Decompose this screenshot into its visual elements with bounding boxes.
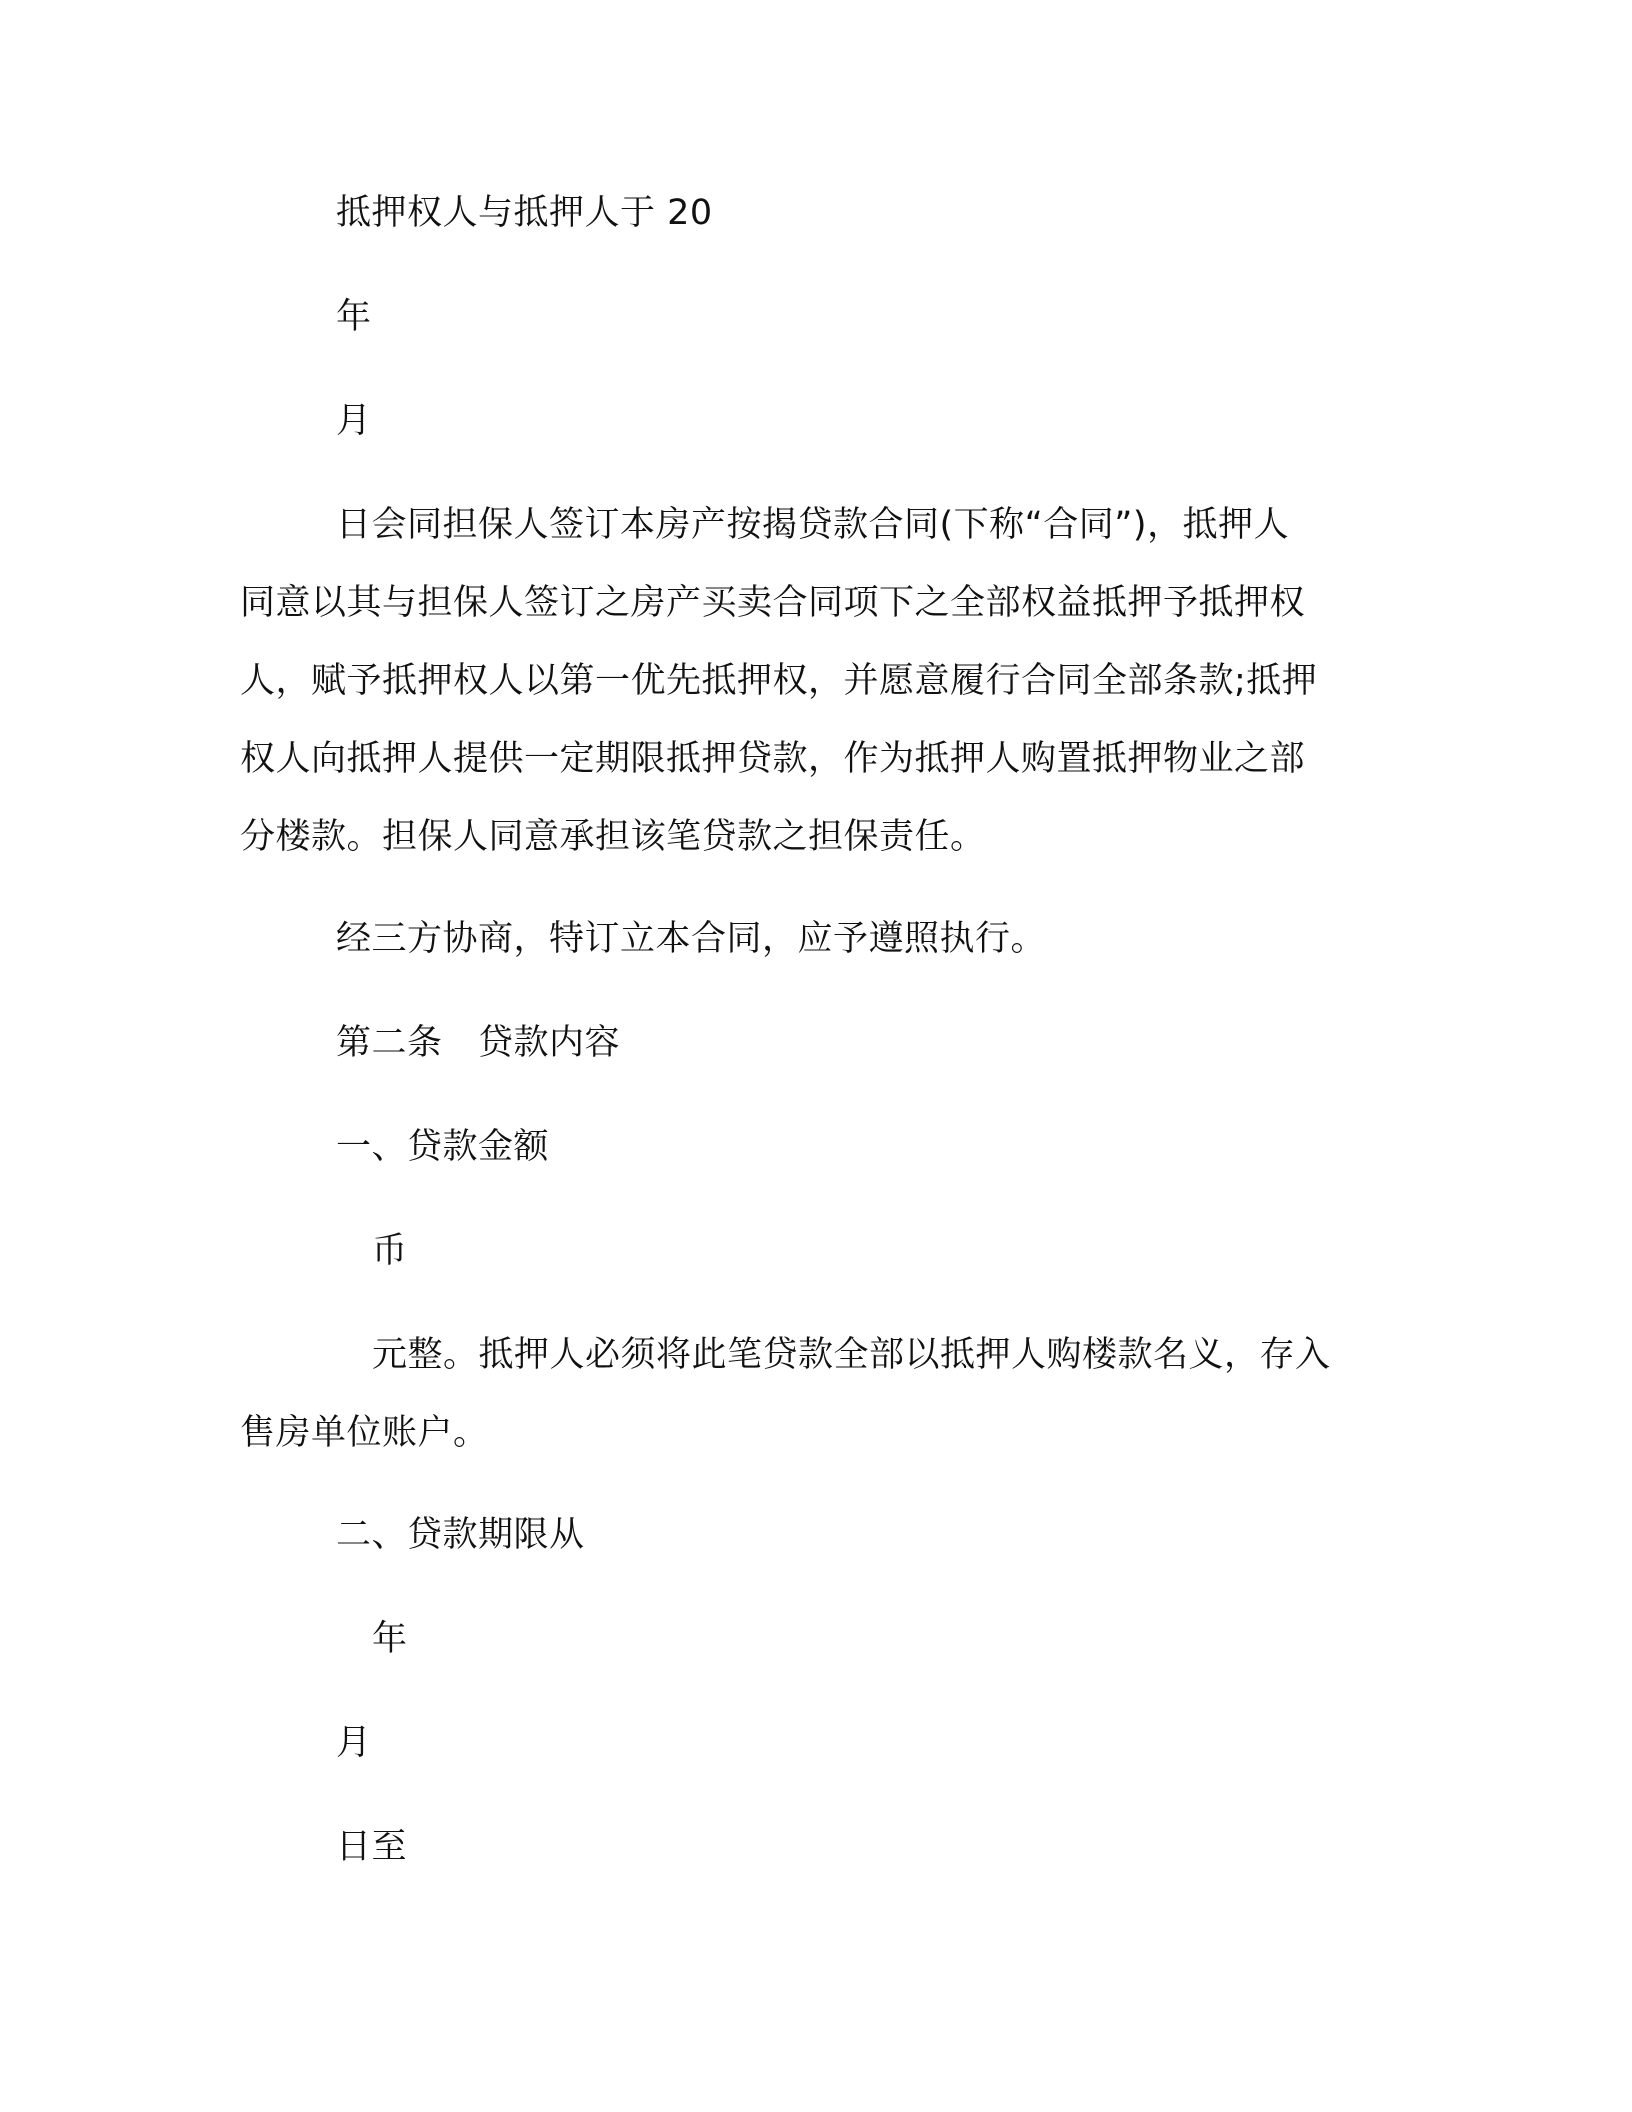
subsection-heading-2: 二、贷款期限从 bbox=[336, 1515, 585, 1555]
text-line-12: 币 bbox=[372, 1231, 408, 1271]
text-line-1: 抵押权人与抵押人于 20 bbox=[336, 193, 713, 233]
text-line-4: 日会同担保人签订本房产按揭贷款合同(下称“合同”)，抵押人 bbox=[336, 505, 1290, 545]
subsection-heading-1: 一、贷款金额 bbox=[336, 1127, 550, 1167]
text-line-3: 月 bbox=[336, 401, 372, 441]
text-line-13: 元整。抵押人必须将此笔贷款全部以抵押人购楼款名义，存入 bbox=[372, 1335, 1331, 1375]
text-line-16: 年 bbox=[372, 1619, 408, 1659]
text-line-5: 同意以其与担保人签订之房产买卖合同项下之全部权益抵押予抵押权 bbox=[240, 583, 1306, 623]
text-line-14: 售房单位账户。 bbox=[240, 1413, 489, 1453]
text-line-9: 经三方协商，特订立本合同，应予遵照执行。 bbox=[336, 919, 1047, 959]
text-line-7: 权人向抵押人提供一定期限抵押贷款，作为抵押人购置抵押物业之部 bbox=[240, 739, 1306, 779]
text-line-17: 月 bbox=[336, 1723, 372, 1763]
section-heading: 第二条 贷款内容 bbox=[336, 1023, 621, 1063]
text-line-18: 日至 bbox=[336, 1827, 408, 1867]
text-line-6: 人，赋予抵押权人以第一优先抵押权，并愿意履行合同全部条款;抵押 bbox=[240, 661, 1318, 701]
text-line-8: 分楼款。担保人同意承担该笔贷款之担保责任。 bbox=[240, 817, 986, 857]
text-line-2: 年 bbox=[336, 297, 372, 337]
